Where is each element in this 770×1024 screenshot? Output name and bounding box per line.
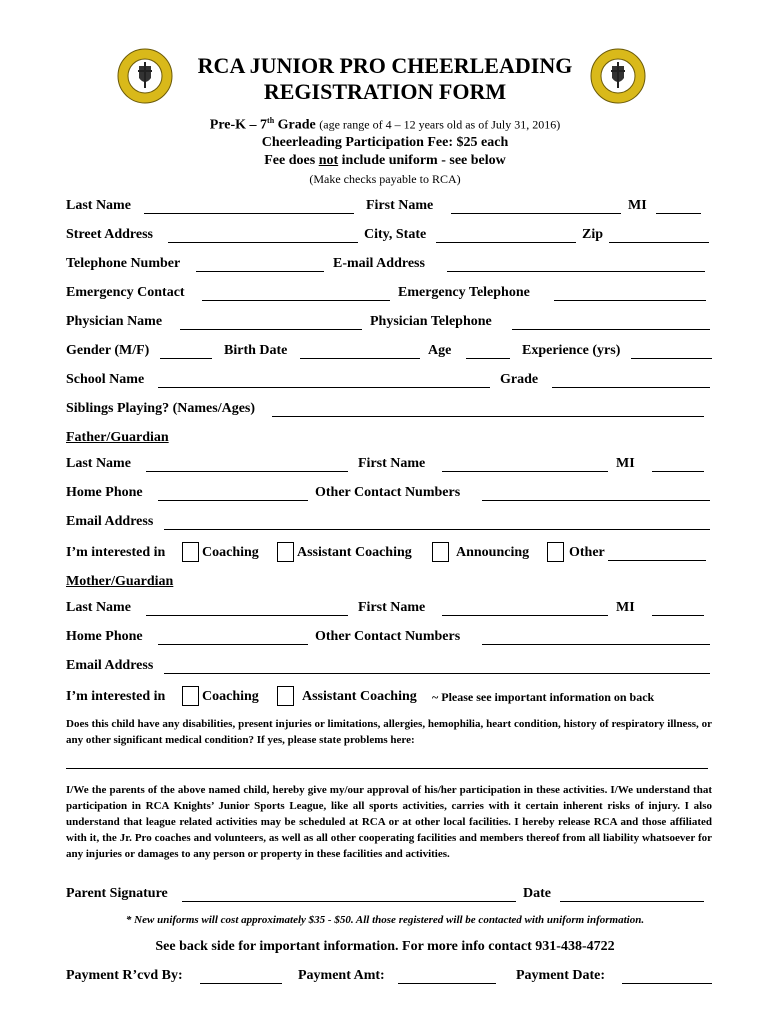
row-gender-birth: Gender (M/F) Birth Date Age Experience (yrs) (66, 343, 712, 363)
mother-coaching-checkbox[interactable] (182, 686, 199, 706)
father-home-phone-field[interactable] (158, 500, 308, 501)
mother-mi-field[interactable] (652, 615, 704, 616)
father-other-checkbox[interactable] (547, 542, 564, 562)
gender-field[interactable] (160, 358, 212, 359)
birth-date-field[interactable] (300, 358, 420, 359)
mother-assistant-coaching-checkbox[interactable] (277, 686, 294, 706)
checks-note: (Make checks payable to RCA) (309, 172, 461, 186)
father-assistant-coaching-checkbox[interactable] (277, 542, 294, 562)
age-field[interactable] (466, 358, 510, 359)
city-state-field[interactable] (436, 242, 576, 243)
father-other-contact-field[interactable] (482, 500, 710, 501)
participation-fee: Cheerleading Participation Fee: $25 each (261, 135, 509, 150)
father-heading-row (66, 430, 712, 450)
siblings-field[interactable] (272, 416, 704, 417)
first-name-field[interactable] (451, 213, 621, 214)
title-line1: RCA JUNIOR PRO CHEERLEADING (197, 53, 573, 78)
row-address: Street Address City, State Zip (66, 227, 712, 247)
father-mi-field[interactable] (652, 471, 704, 472)
row-mother-phone: Home Phone Other Contact Numbers (66, 629, 712, 649)
row-emergency: Emergency Contact Emergency Telephone (66, 285, 712, 305)
grade-range: Pre-K – 7th Grade (age range of 4 – 12 years old as of July 31, 2016) (209, 116, 561, 133)
email-field[interactable] (447, 271, 705, 272)
row-payment: Payment R’cvd By: Payment Amt: Payment Date: (66, 968, 712, 988)
father-first-name-field[interactable] (442, 471, 608, 472)
row-father-email: Email Address (66, 514, 712, 534)
row-child-name: Last Name First Name MI (66, 198, 712, 218)
mother-heading-row (66, 574, 712, 594)
father-other-field[interactable] (608, 560, 706, 561)
father-coaching-checkbox[interactable] (182, 542, 199, 562)
mother-last-name-field[interactable] (146, 615, 348, 616)
street-field[interactable] (168, 242, 358, 243)
mother-heading: Mother/Guardian (66, 574, 174, 589)
mother-email-field[interactable] (164, 673, 710, 674)
row-mother-name: Last Name First Name MI (66, 600, 712, 620)
row-father-name: Last Name First Name MI (66, 456, 712, 476)
emergency-telephone-field[interactable] (554, 300, 706, 301)
payment-amount-field[interactable] (398, 983, 496, 984)
last-name-field[interactable] (144, 213, 354, 214)
experience-field[interactable] (631, 358, 712, 359)
mother-home-phone-field[interactable] (158, 644, 308, 645)
signature-date-field[interactable] (560, 901, 704, 902)
father-announcing-checkbox[interactable] (432, 542, 449, 562)
physician-name-field[interactable] (180, 329, 362, 330)
row-school: School Name Grade (66, 372, 712, 392)
mother-first-name-field[interactable] (442, 615, 608, 616)
father-heading: Father/Guardian (66, 430, 169, 445)
medical-problems-field[interactable] (66, 768, 708, 769)
mi-field[interactable] (656, 213, 701, 214)
row-father-interest: I’m interested in Coaching Assistant Coaching Announcing Other (66, 545, 712, 565)
title-line2: REGISTRATION FORM (263, 79, 507, 104)
row-signature: Parent Signature Date (66, 886, 712, 906)
row-phone-email: Telephone Number E-mail Address (66, 256, 712, 276)
emergency-contact-field[interactable] (202, 300, 390, 301)
uniform-note: * New uniforms will cost approximately $35 - $50. All those registered will be contacted with uniform information. (125, 914, 645, 926)
physician-telephone-field[interactable] (512, 329, 710, 330)
medical-question: Does this child have any disabilities, present injuries or limitations, allergies, hemophilia, heart condition, history of respiratory illness, or any other significant medical condition? If yes, please state problems here: (66, 718, 712, 746)
contact-info: See back side for important information. For more info contact 931-438-4722 (155, 939, 615, 954)
payment-date-field[interactable] (622, 983, 712, 984)
row-physician: Physician Name Physician Telephone (66, 314, 712, 334)
father-email-field[interactable] (164, 529, 710, 530)
parent-signature-field[interactable] (182, 901, 516, 902)
row-siblings: Siblings Playing? (Names/Ages) (66, 401, 712, 421)
zip-field[interactable] (609, 242, 709, 243)
waiver-text: I/We the parents of the above named child, hereby give my/our approval of his/her participation in these activities. I/We understand that participation in RCA Knights’ Junior Sports League, like all sports activities, carries with it certain inherent risks of injury. I also understand that league related activities may be scheduled at RCA or at other local facilities. I hereby release RCA and those affiliated with it, the Jr. Pro coaches and volunteers, as well as all other cooperating facilities and members thereof from all liability whatsoever for any injuries or damages to any person or property in these facilities and activities. (66, 784, 712, 860)
row-father-phone: Home Phone Other Contact Numbers (66, 485, 712, 505)
row-mother-interest: I’m interested in Coaching Assistant Coaching ~ Please see important information on back (66, 689, 712, 709)
payment-received-by-field[interactable] (200, 983, 282, 984)
see-back-info: ~ Please see important information on back (432, 690, 655, 704)
school-field[interactable] (158, 387, 490, 388)
mother-other-contact-field[interactable] (482, 644, 710, 645)
row-mother-email: Email Address (66, 658, 712, 678)
fee-note: Fee does not include uniform - see below (264, 153, 506, 168)
father-last-name-field[interactable] (146, 471, 348, 472)
telephone-field[interactable] (196, 271, 324, 272)
grade-field[interactable] (552, 387, 710, 388)
